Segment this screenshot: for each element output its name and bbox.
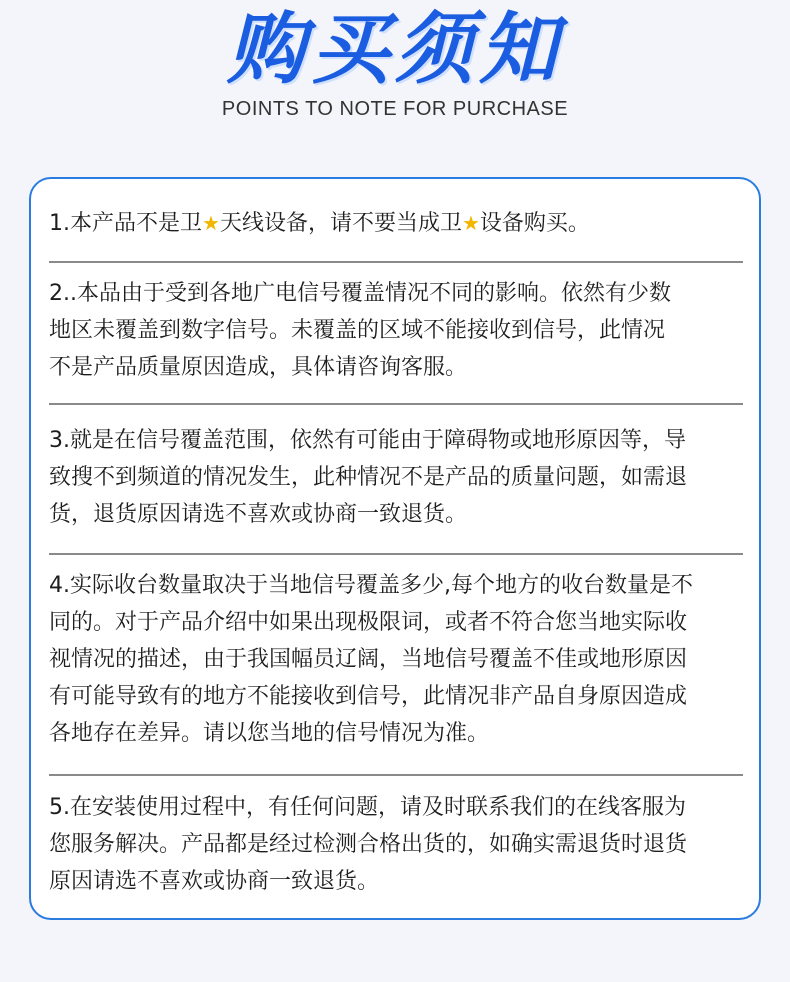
note-4-line-3: 视情况的描述，由于我国幅员辽阔，当地信号覆盖不佳或地形原因 <box>49 647 688 672</box>
note-item-1 <box>49 205 749 242</box>
note-3-line-3: 货，退货原因请选不喜欢或协商一致退货。 <box>49 502 468 527</box>
note-item-3 <box>49 422 749 533</box>
page-title: 购买须知 <box>226 5 563 95</box>
star-icon: ★ <box>202 211 220 235</box>
note-4-line-5: 各地存在差异。请以您当地的信号情况为准。 <box>49 721 490 746</box>
note-1-text-a: 1.本产品不是卫 <box>49 211 202 236</box>
divider <box>49 261 743 263</box>
divider <box>49 403 743 405</box>
note-2-line-3: 不是产品质量原因造成，具体请咨询客服。 <box>49 355 468 380</box>
star-icon: ★ <box>461 211 480 235</box>
divider <box>49 553 743 555</box>
note-2-line-1: 2..本品由于受到各地广电信号覆盖情况不同的影响。依然有少数 <box>49 281 671 306</box>
notes-card <box>29 177 761 920</box>
note-5-line-1: 5.在安装使用过程中，有任何问题，请及时联系我们的在线客服为 <box>49 795 686 820</box>
note-4-line-4: 有可能导致有的地方不能接收到信号，此情况非产品自身原因造成 <box>49 684 688 709</box>
note-1-text-c: 设备购买。 <box>479 211 590 236</box>
page-subtitle: POINTS TO NOTE FOR PURCHASE <box>221 98 569 120</box>
note-item-4 <box>49 567 749 752</box>
divider <box>49 774 743 776</box>
note-5-line-3: 原因请选不喜欢或协商一致退货。 <box>49 869 380 894</box>
note-2-line-2: 地区未覆盖到数字信号。未覆盖的区域不能接收到信号，此情况 <box>49 318 666 343</box>
note-1-line <box>49 205 749 242</box>
note-item-5 <box>49 789 749 900</box>
note-1-text-b: 天线设备，请不要当成卫 <box>219 211 462 236</box>
note-3-line-2: 致搜不到频道的情况发生，此种情况不是产品的质量问题，如需退 <box>49 465 688 490</box>
note-4-line-2: 同的。对于产品介绍中如果出现极限词，或者不符合您当地实际收 <box>49 610 688 635</box>
note-5-line-2: 您服务解决。产品都是经过检测合格出货的，如确实需退货时退货 <box>49 832 688 857</box>
note-3-line-1: 3.就是在信号覆盖范围，依然有可能由于障碍物或地形原因等，导 <box>49 428 686 453</box>
note-4-line-1: 4.实际收台数量取决于当地信号覆盖多少,每个地方的收台数量是不 <box>49 573 693 598</box>
note-item-2 <box>49 275 749 386</box>
